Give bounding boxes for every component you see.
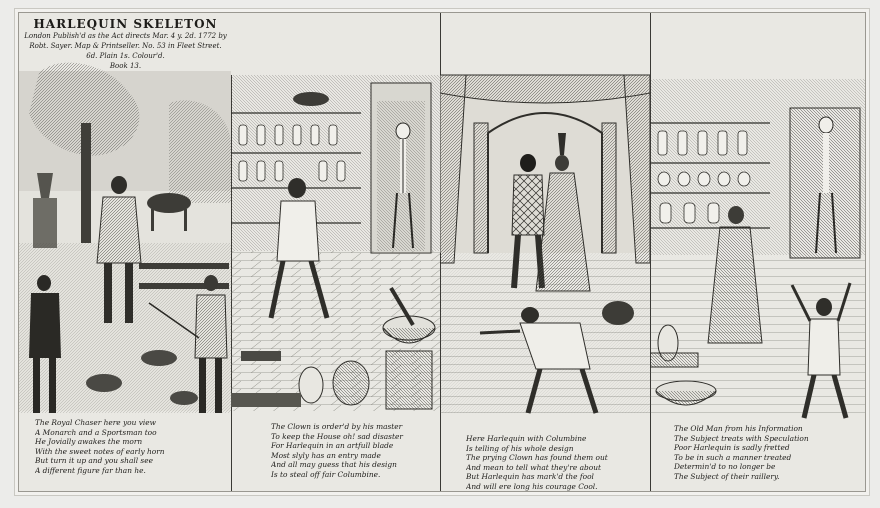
- print-title: HARLEQUIN SKELETON: [33, 17, 218, 31]
- verse-line: Poor Harlequin is sadly fretted: [674, 443, 790, 453]
- verse-line: But turn it up and you shall see: [35, 456, 153, 466]
- verse-line: A different figure far than he.: [35, 465, 146, 475]
- verse-line: A Monarch and a Sportsman too: [35, 427, 157, 437]
- panel-old-man: [650, 13, 865, 491]
- publisher-line: Robt. Sayer. Map & Printseller. No. 53 in Fleet Street.: [29, 42, 222, 50]
- verse-panel-2: [271, 422, 440, 485]
- verse-line: But Harlequin has mark'd the fool: [466, 472, 594, 482]
- verse-line: Most slyly has an entry made: [271, 450, 381, 460]
- verse-panel-1: [35, 418, 231, 485]
- verse-line: Is telling of his whole design: [466, 443, 574, 453]
- verse-line: Here Harlequin with Columbine: [466, 434, 587, 443]
- old-man-scene: [650, 13, 865, 491]
- publication-line: London Publish'd as the Act directs Mar. 4 y. 2d. 1772 by: [24, 32, 227, 40]
- book-number: Book 13.: [109, 62, 142, 70]
- verse-line: With the sweet notes of early horn: [35, 446, 165, 456]
- verse-line: Is to steal off fair Columbine.: [271, 469, 381, 479]
- verse-line: For Harlequin in an artfull blade: [271, 441, 394, 451]
- panel-harlequin-columbine: [440, 13, 651, 491]
- verse-line: And will ere long his courage Cool.: [466, 481, 598, 491]
- verse-line: He Jovially awakes the morn: [35, 437, 143, 447]
- verse-line: Determin'd to no longer be: [674, 462, 776, 472]
- verse-line: The Clown is order'd by his master: [271, 422, 403, 431]
- verse-line: The Old Man from his Information: [674, 424, 803, 433]
- verse-line: The Subject of their raillery.: [674, 471, 780, 481]
- price-line: 6d. Plain 1s. Colour'd.: [86, 52, 165, 60]
- panel-royal-chaser: [19, 13, 232, 491]
- verse-line: To keep the House oh! sad disaster: [271, 431, 403, 441]
- verse-line: And all may guess that his design: [271, 460, 397, 470]
- verse-line: The prying Clown has found them out: [466, 453, 608, 463]
- verse-line: The Subject treats with Speculation: [674, 433, 809, 443]
- verse-line: The Royal Chaser here you view: [35, 418, 156, 427]
- verse-panel-3: [466, 434, 650, 491]
- verse-line: And mean to tell what they're about: [466, 462, 601, 472]
- verse-panel-4: [674, 424, 865, 485]
- engraving-sheet: [18, 12, 866, 492]
- print-header: [23, 15, 228, 71]
- harlequin-columbine-scene: [440, 13, 650, 491]
- panel-clown: [231, 13, 441, 491]
- clown-scene: [231, 13, 440, 491]
- verse-line: To be in such a manner treated: [674, 452, 792, 462]
